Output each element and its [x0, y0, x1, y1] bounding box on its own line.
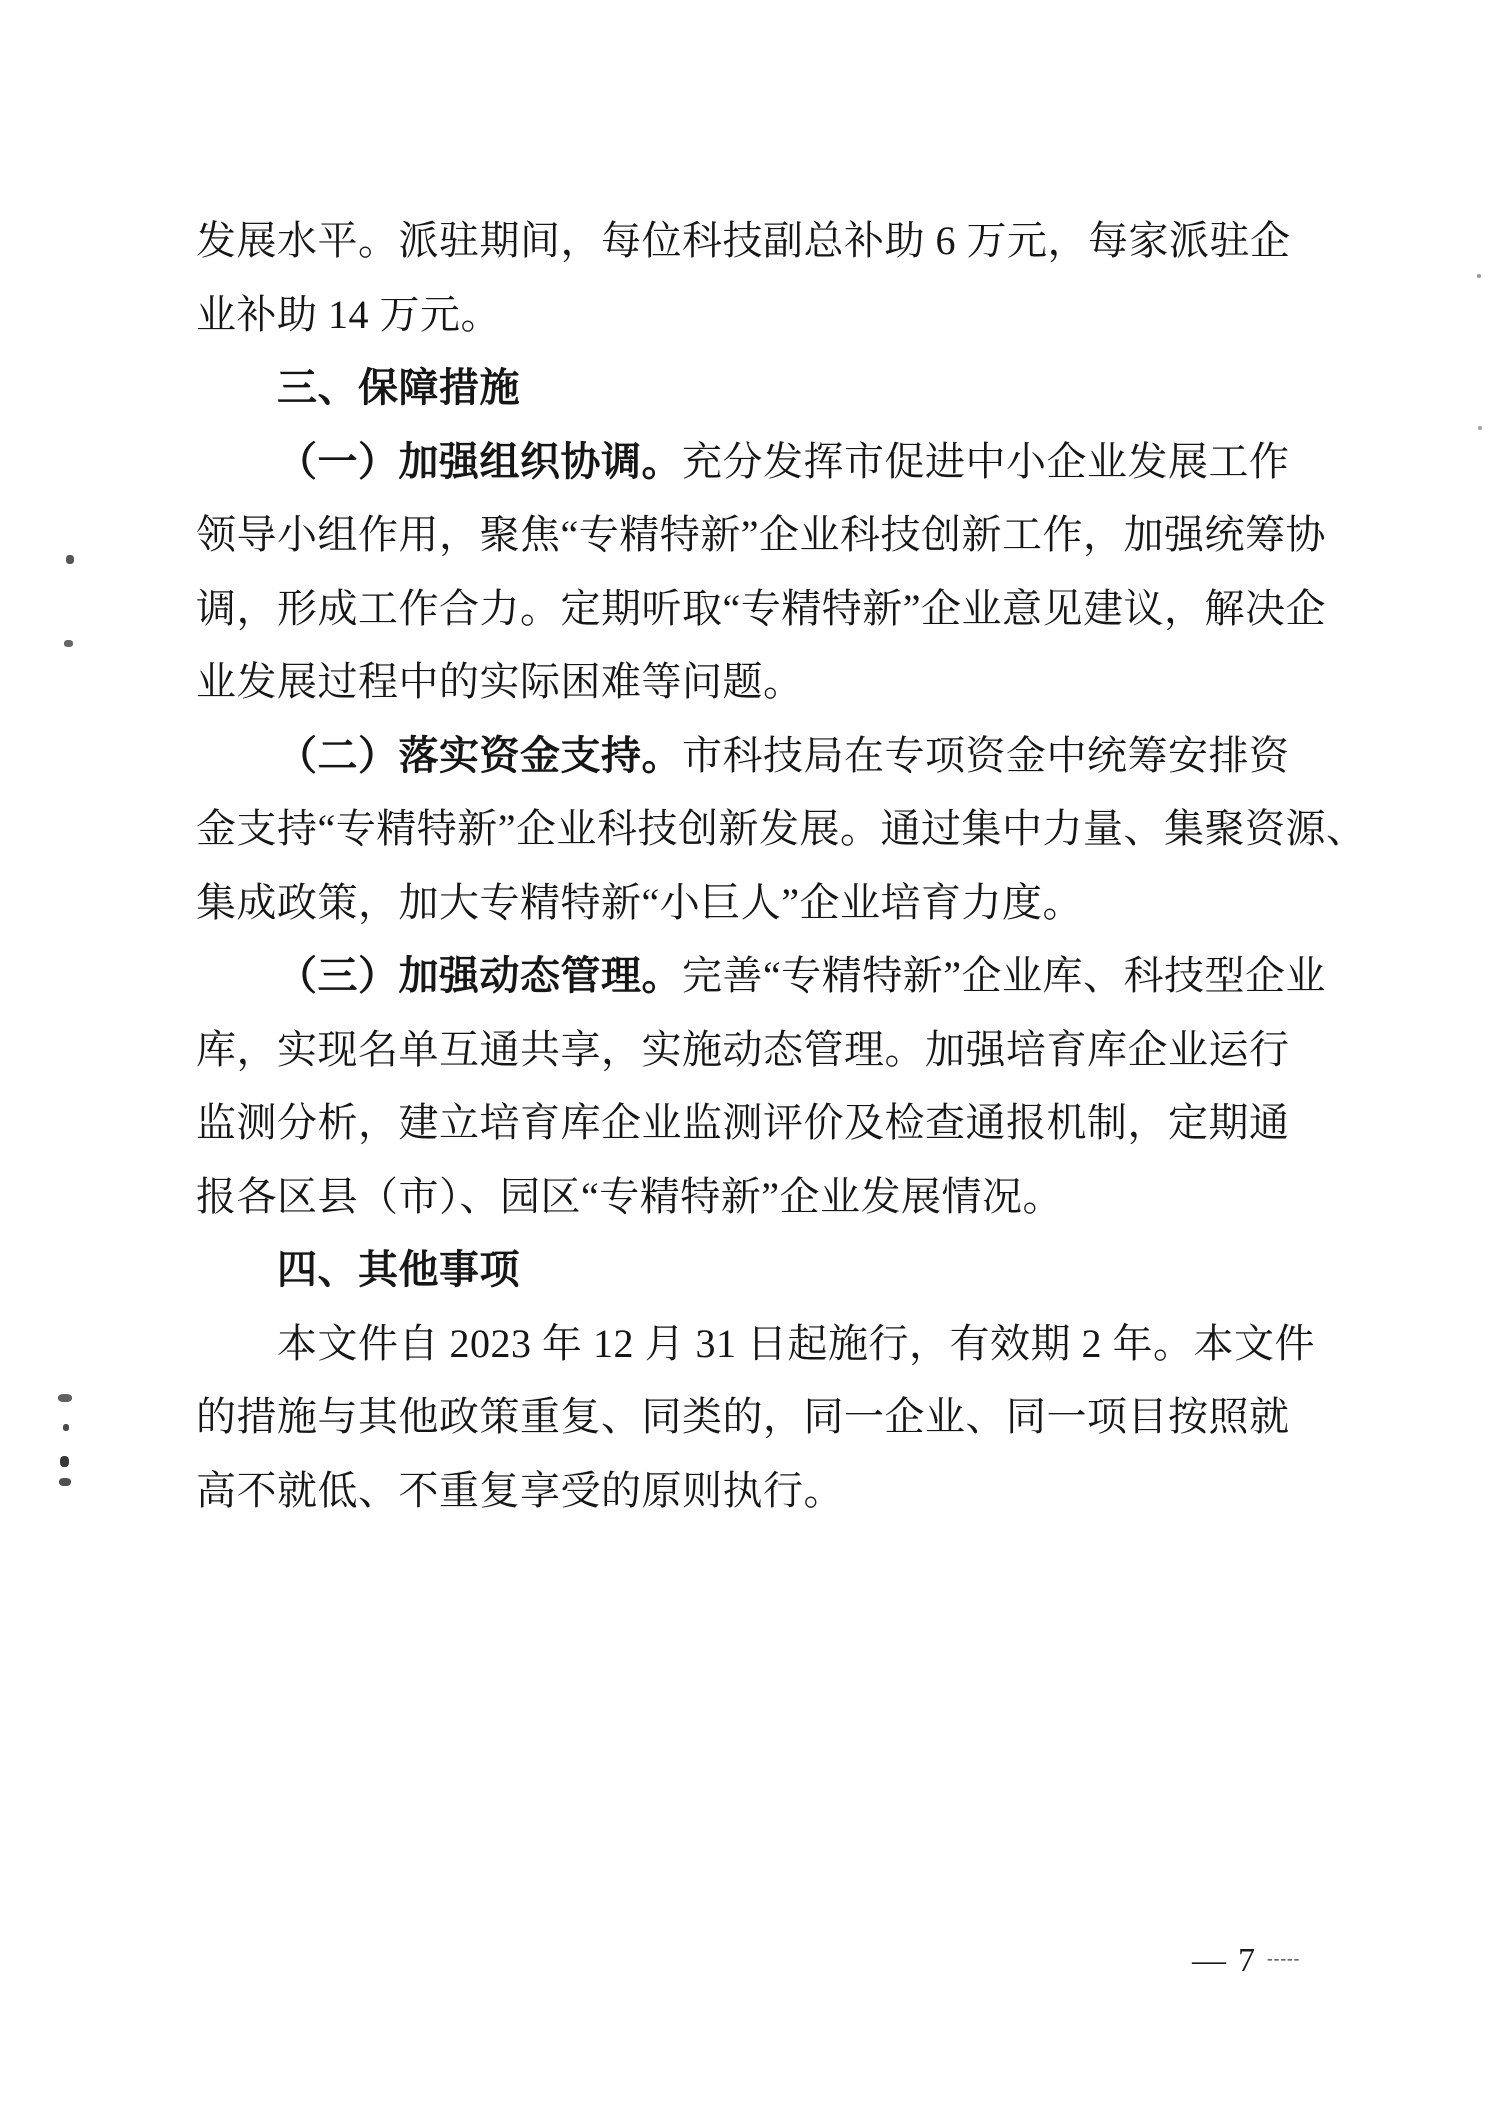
scan-speck: [64, 640, 73, 647]
text-segment: （一）加强组织协调。: [277, 438, 682, 484]
text-segment: 的措施与其他政策重复、同类的，同一企业、同一项目按照就: [196, 1394, 1290, 1439]
text-line: [196, 498, 1327, 572]
text-line: [196, 425, 1322, 499]
text-segment: 业补助 14 万元。: [196, 291, 501, 337]
text-line: [196, 1380, 1322, 1454]
text-line: [196, 1454, 1322, 1528]
text-segment: 发展水平。派驻期间，每位科技副总补助 6 万元，每家派驻企: [196, 218, 1291, 263]
text-segment: 监测分析，建立培育库企业监测评价及检查通报机制，定期通: [196, 1100, 1290, 1145]
document-body: [196, 204, 1367, 1527]
text-line: [196, 1160, 1322, 1234]
text-segment: 完善“专精特新”企业库、科技型企业: [682, 953, 1327, 998]
text-line: [196, 1013, 1322, 1087]
text-segment: 四、其他事项: [277, 1247, 520, 1292]
text-segment: 三、保障措施: [277, 365, 520, 410]
text-line: [196, 572, 1327, 646]
footer-left-dash: —: [1192, 1942, 1224, 1979]
section-heading: [196, 1233, 1322, 1307]
text-line: [196, 204, 1322, 278]
text-line: [196, 719, 1322, 793]
scan-speck: [1478, 426, 1482, 430]
text-segment: 市科技局在专项资金中统筹安排资: [682, 732, 1290, 778]
scan-speck: [66, 555, 74, 564]
text-line: [196, 792, 1367, 866]
text-segment: 调，形成工作合力。定期听取“专精特新”企业意见建议，解决企: [196, 585, 1327, 631]
text-segment: 集成政策，加大专精特新“小巨人”企业培育力度。: [196, 879, 1084, 925]
text-segment: （二）落实资金支持。: [277, 732, 682, 778]
text-segment: 高不就低、不重复享受的原则执行。: [196, 1467, 844, 1513]
text-segment: 库，实现名单互通共享，实施动态管理。加强培育库企业运行: [196, 1026, 1290, 1072]
text-segment: 金支持“专精特新”企业科技创新发展。通过集中力量、集聚资源、: [196, 806, 1367, 851]
scan-speck: [58, 1394, 72, 1402]
footer-right-dash: -----: [1267, 1949, 1301, 1968]
text-segment: 业发展过程中的实际困难等问题。: [196, 659, 804, 704]
text-line: [196, 939, 1327, 1013]
text-line: [196, 1086, 1322, 1160]
text-segment: 充分发挥市促进中小企业发展工作: [682, 438, 1290, 484]
scan-speck: [59, 1478, 71, 1486]
text-line: [196, 1307, 1322, 1381]
section-heading: [196, 351, 1322, 425]
scan-speck: [60, 1456, 69, 1467]
text-segment: （三）加强动态管理。: [277, 953, 682, 998]
text-line: [196, 866, 1322, 940]
text-segment: 领导小组作用，聚焦“专精特新”企业科技创新工作，加强统筹协: [196, 512, 1327, 557]
page-footer: [1192, 1936, 1300, 1986]
scan-speck: [1477, 274, 1481, 278]
scan-speck: [63, 1424, 69, 1431]
page-number: 7: [1238, 1942, 1255, 1979]
text-line: [196, 278, 1322, 352]
text-segment: 报各区县（市）、园区“专精特新”企业发展情况。: [196, 1173, 1064, 1219]
text-segment: 本文件自 2023 年 12 月 31 日起施行，有效期 2 年。本文件: [277, 1320, 1315, 1366]
text-line: [196, 645, 1322, 719]
